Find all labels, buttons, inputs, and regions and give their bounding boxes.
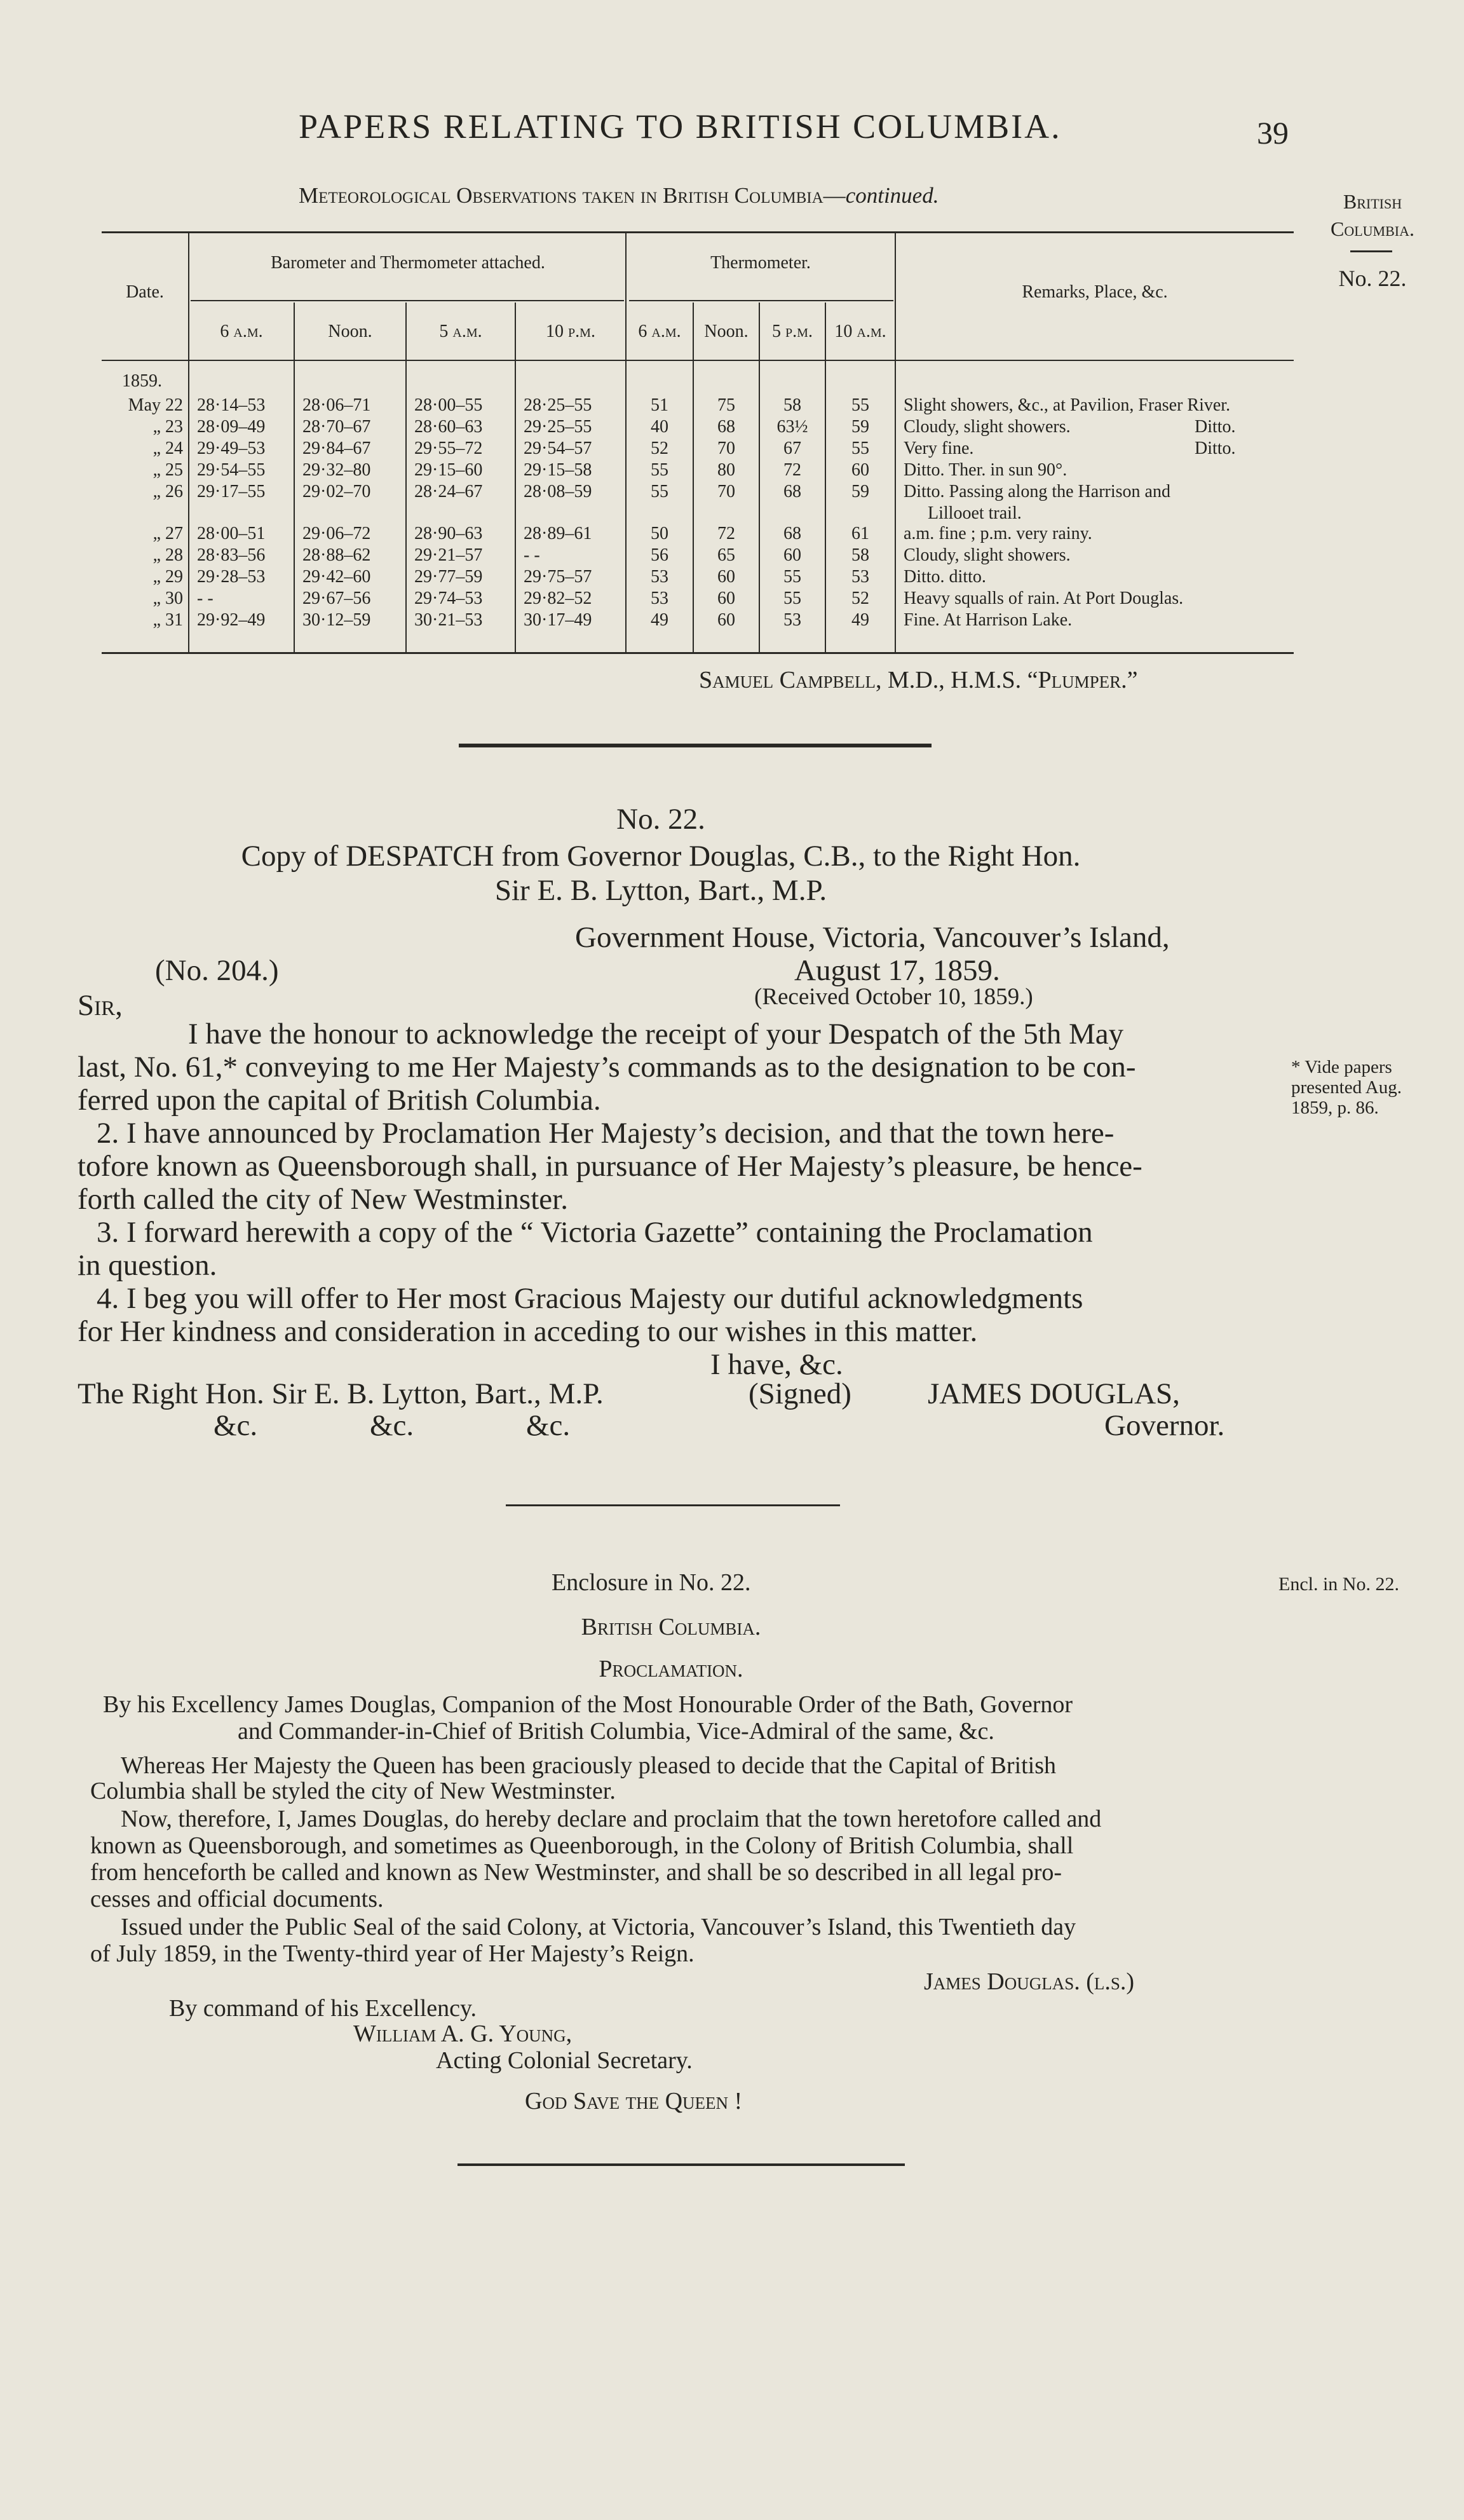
cell-b2: 28·70–67 xyxy=(302,417,371,437)
proclamation-line: Columbia shall be styled the city of New Westminster. xyxy=(90,1778,616,1804)
cell-b4: 28·89–61 xyxy=(524,524,592,543)
cell-b3: 29·77–59 xyxy=(414,567,483,587)
cell-remarks: Slight showers, &c., at Pavilion, Fraser River. xyxy=(904,395,1231,415)
despatch-body-line: in question. xyxy=(78,1249,217,1282)
proclamation-signature: James Douglas. (l.s.) xyxy=(924,1968,1135,1995)
despatch-signed: (Signed) xyxy=(749,1377,851,1410)
despatch-body-line: tofore known as Queensborough shall, in pursuance of Her Majesty’s pleasure, be hence- xyxy=(78,1150,1142,1183)
cell-remarks-continued: Ditto. xyxy=(1195,439,1236,458)
proclamation-by-command: By command of his Excellency. xyxy=(169,1995,477,2022)
despatch-body-line: I have the honour to acknowledge the receipt of your Despatch of the 5th May xyxy=(188,1018,1124,1051)
cell-t2: 60 xyxy=(717,610,735,630)
cell-b1: 29·28–53 xyxy=(197,567,266,587)
table-title xyxy=(299,183,939,208)
page-header: PAPERS RELATING TO BRITISH COLUMBIA. xyxy=(299,107,1062,146)
margin-number: No. 22. xyxy=(1338,266,1407,292)
despatch-body-line: for Her kindness and consideration in acceding to our wishes in this matter. xyxy=(78,1315,978,1348)
page-number: 39 xyxy=(1257,115,1289,151)
despatch-number: No. 22. xyxy=(616,803,705,836)
remarks-column-header: Remarks, Place, &c. xyxy=(1022,282,1168,302)
proclamation-line: By his Excellency James Douglas, Companion of the Most Honourable Order of the Bath, Governor xyxy=(103,1691,1073,1718)
cell-b4: 29·75–57 xyxy=(524,567,592,587)
cell-t3: 53 xyxy=(783,610,801,630)
cell-t4: 61 xyxy=(851,524,869,543)
cell-t3: 55 xyxy=(783,589,801,608)
god-save-the-queen: God Save the Queen ! xyxy=(525,2088,743,2115)
vide-line3: 1859, p. 86. xyxy=(1291,1097,1379,1118)
proclamation-line: of July 1859, in the Twenty-third year of Her Majesty’s Reign. xyxy=(90,1940,695,1967)
cell-b1: 29·92–49 xyxy=(197,610,266,630)
cell-b3: 29·15–60 xyxy=(414,460,483,480)
cell-date: „ 25 xyxy=(152,460,183,480)
cell-remarks-continued: Lillooet trail. xyxy=(928,503,1022,523)
subheader-baro-6am: 6 a.m. xyxy=(220,322,263,341)
cell-t2: 60 xyxy=(717,567,735,587)
despatch-date: August 17, 1859. xyxy=(794,954,1000,987)
cell-t2: 72 xyxy=(717,524,735,543)
barometer-group-rule xyxy=(191,300,624,301)
table-title-text: Meteorological Observations taken in British Columbia— xyxy=(299,183,846,208)
cell-t4: 59 xyxy=(851,417,869,437)
cell-t3: 67 xyxy=(783,439,801,458)
cell-b3: 30·21–53 xyxy=(414,610,483,630)
despatch-body-line: 3. I forward herewith a copy of the “ Victoria Gazette” containing the Proclamation xyxy=(97,1216,1093,1249)
end-rule xyxy=(458,2163,905,2166)
cell-b2: 29·84–67 xyxy=(302,439,371,458)
cell-t1: 49 xyxy=(651,610,668,630)
cell-t4: 49 xyxy=(851,610,869,630)
date-column-header: Date. xyxy=(126,282,164,302)
cell-t4: 60 xyxy=(851,460,869,480)
cell-t2: 65 xyxy=(717,545,735,565)
table-row xyxy=(102,439,1294,460)
proclamation-line: cesses and official documents. xyxy=(90,1886,384,1912)
despatch-body-line: ferred upon the capital of British Columbia. xyxy=(78,1084,601,1117)
despatch-address: Government House, Victoria, Vancouver’s Island, xyxy=(575,921,1170,954)
cell-date: „ 29 xyxy=(152,567,183,587)
cell-b2: 29·02–70 xyxy=(302,482,371,501)
cell-date: „ 27 xyxy=(152,524,183,543)
table-row xyxy=(102,545,1294,567)
table-row xyxy=(102,567,1294,589)
cell-t3: 60 xyxy=(783,545,801,565)
proclamation-line: Issued under the Public Seal of the said Colony, at Victoria, Vancouver’s Island, this Twentieth day xyxy=(121,1914,1076,1940)
cell-t4: 52 xyxy=(851,589,869,608)
cell-t4: 58 xyxy=(851,545,869,565)
cell-t3: 68 xyxy=(783,482,801,501)
cell-b4: - - xyxy=(524,545,540,565)
margin-note-enclosure: Encl. in No. 22. xyxy=(1278,1574,1399,1595)
cell-remarks: a.m. fine ; p.m. very rainy. xyxy=(904,524,1092,543)
cell-b4: 28·25–55 xyxy=(524,395,592,415)
cell-t1: 51 xyxy=(651,395,668,415)
despatch-body-line: 4. I beg you will offer to Her most Gracious Majesty our dutiful acknowledgments xyxy=(97,1282,1083,1315)
table-row xyxy=(102,610,1294,632)
cell-t2: 60 xyxy=(717,589,735,608)
table-row xyxy=(102,524,1294,545)
cell-t4: 55 xyxy=(851,395,869,415)
subheader-ther-noon: Noon. xyxy=(704,322,749,341)
cell-t3: 58 xyxy=(783,395,801,415)
cell-t3: 55 xyxy=(783,567,801,587)
cell-b1: 29·17–55 xyxy=(197,482,266,501)
cell-t3: 72 xyxy=(783,460,801,480)
despatch-signer: JAMES DOUGLAS, xyxy=(928,1377,1180,1410)
vide-line1: * Vide papers xyxy=(1291,1057,1392,1077)
cell-remarks: Ditto. Passing along the Harrison and xyxy=(904,482,1170,501)
cell-b4: 29·15–58 xyxy=(524,460,592,480)
cell-b2: 30·12–59 xyxy=(302,610,371,630)
cell-date: „ 26 xyxy=(152,482,183,501)
table-bottom-rule xyxy=(102,652,1294,654)
cell-date: „ 30 xyxy=(152,589,183,608)
cell-remarks: Ditto. Ther. in sun 90°. xyxy=(904,460,1068,480)
subheader-ther-6am: 6 a.m. xyxy=(638,322,681,341)
header-bottom-rule xyxy=(102,360,1294,361)
margin-divider xyxy=(1350,250,1392,252)
cell-date: „ 23 xyxy=(152,417,183,437)
cell-t1: 53 xyxy=(651,567,668,587)
subheader-baro-10pm: 10 p.m. xyxy=(546,322,595,341)
cell-b3: 28·24–67 xyxy=(414,482,483,501)
thermometer-group-rule xyxy=(629,300,893,301)
meteorological-table xyxy=(102,231,1294,656)
cell-b1: 28·83–56 xyxy=(197,545,266,565)
cell-b2: 29·67–56 xyxy=(302,589,371,608)
cell-b3: 29·74–53 xyxy=(414,589,483,608)
cell-date: „ 28 xyxy=(152,545,183,565)
table-title-continued: continued. xyxy=(845,183,939,208)
cell-b1: 28·14–53 xyxy=(197,395,266,415)
margin-colony-line2: Columbia. xyxy=(1330,217,1414,241)
despatch-reference-number: (No. 204.) xyxy=(155,954,279,987)
cell-b2: 28·06–71 xyxy=(302,395,371,415)
cell-t1: 40 xyxy=(651,417,668,437)
despatch-closing: I have, &c. xyxy=(710,1348,843,1381)
despatch-addressee: The Right Hon. Sir E. B. Lytton, Bart., M.P. xyxy=(78,1377,604,1410)
table-row xyxy=(102,460,1294,482)
subheader-baro-noon: Noon. xyxy=(328,322,372,341)
cell-t2: 68 xyxy=(717,417,735,437)
despatch-received-date: (Received October 10, 1859.) xyxy=(754,984,1033,1010)
cell-t2: 70 xyxy=(717,482,735,501)
table-row xyxy=(102,482,1294,523)
table-row xyxy=(102,589,1294,610)
proclamation-line: and Commander-in-Chief of British Columbia, Vice-Admiral of the same, &c. xyxy=(238,1718,994,1745)
despatch-heading-line2: Sir E. B. Lytton, Bart., M.P. xyxy=(494,874,827,907)
cell-date: „ 31 xyxy=(152,610,183,630)
cell-t1: 53 xyxy=(651,589,668,608)
proclamation-secretary-title: Acting Colonial Secretary. xyxy=(436,2047,693,2074)
cell-b2: 29·32–80 xyxy=(302,460,371,480)
cell-t1: 55 xyxy=(651,460,668,480)
despatch-body-line: forth called the city of New Westminster. xyxy=(78,1183,568,1216)
cell-remarks: Cloudy, slight showers. xyxy=(904,417,1071,437)
proclamation-line: from henceforth be called and known as New Westminster, and shall be so described in all legal pro- xyxy=(90,1859,1062,1886)
cell-b1: 28·00–51 xyxy=(197,524,266,543)
cell-b1: 29·54–55 xyxy=(197,460,266,480)
barometer-group-header: Barometer and Thermometer attached. xyxy=(271,253,545,273)
cell-b3: 28·60–63 xyxy=(414,417,483,437)
cell-t4: 55 xyxy=(851,439,869,458)
despatch-signer-title: Governor. xyxy=(1104,1409,1225,1442)
table-top-rule xyxy=(102,231,1294,233)
cell-b3: 29·21–57 xyxy=(414,545,483,565)
proclamation-secretary-name: William A. G. Young, xyxy=(353,2020,573,2047)
cell-t3: 68 xyxy=(783,524,801,543)
cell-t1: 55 xyxy=(651,482,668,501)
cell-t2: 70 xyxy=(717,439,735,458)
despatch-body-line: last, No. 61,* conveying to me Her Majesty’s commands as to the designation to be con- xyxy=(78,1051,1136,1084)
cell-b4: 29·25–55 xyxy=(524,417,592,437)
cell-b2: 28·88–62 xyxy=(302,545,371,565)
enclosure-colony: British Columbia. xyxy=(581,1614,761,1640)
despatch-etc: &c. xyxy=(370,1409,414,1442)
vide-line2: presented Aug. xyxy=(1291,1077,1402,1098)
observer-signature: Samuel Campbell, M.D., H.M.S. “Plumper.” xyxy=(699,667,1138,693)
proclamation-line: known as Queensborough, and sometimes as Queenborough, in the Colony of British Columbia, shall xyxy=(90,1832,1074,1859)
table-row xyxy=(102,395,1294,417)
cell-b4: 29·82–52 xyxy=(524,589,592,608)
cell-remarks: Very fine. xyxy=(904,439,974,458)
margin-note-vide xyxy=(1291,1058,1402,1119)
despatch-heading-line1: Copy of DESPATCH from Governor Douglas, C.B., to the Right Hon. xyxy=(241,840,1081,873)
cell-b4: 28·08–59 xyxy=(524,482,592,501)
cell-t4: 59 xyxy=(851,482,869,501)
cell-remarks: Cloudy, slight showers. xyxy=(904,545,1071,565)
cell-b3: 29·55–72 xyxy=(414,439,483,458)
cell-remarks-continued: Ditto. xyxy=(1195,417,1236,437)
table-row xyxy=(102,417,1294,439)
cell-b1: 29·49–53 xyxy=(197,439,266,458)
cell-t1: 50 xyxy=(651,524,668,543)
despatch-etc: &c. xyxy=(214,1409,258,1442)
despatch-body-line: 2. I have announced by Proclamation Her Majesty’s decision, and that the town here- xyxy=(97,1117,1115,1150)
margin-colony-line1: British xyxy=(1343,190,1402,213)
cell-remarks: Ditto. ditto. xyxy=(904,567,986,587)
cell-t3: 63½ xyxy=(776,417,808,437)
cell-b1: - - xyxy=(197,589,214,608)
cell-b3: 28·00–55 xyxy=(414,395,483,415)
margin-note-colony xyxy=(1296,188,1449,294)
cell-b1: 28·09–49 xyxy=(197,417,266,437)
proclamation-heading: Proclamation. xyxy=(599,1656,743,1682)
subheader-ther-5pm: 5 p.m. xyxy=(772,322,813,341)
cell-b2: 29·42–60 xyxy=(302,567,371,587)
cell-t2: 80 xyxy=(717,460,735,480)
subheader-ther-10am: 10 a.m. xyxy=(834,322,886,341)
section-divider xyxy=(459,744,932,747)
enclosure-title: Enclosure in No. 22. xyxy=(552,1569,751,1596)
section-divider xyxy=(506,1504,840,1506)
despatch-etc: &c. xyxy=(526,1409,571,1442)
cell-b2: 29·06–72 xyxy=(302,524,371,543)
cell-remarks: Fine. At Harrison Lake. xyxy=(904,610,1073,630)
cell-t4: 53 xyxy=(851,567,869,587)
subheader-baro-5am: 5 a.m. xyxy=(439,322,482,341)
cell-t1: 52 xyxy=(651,439,668,458)
cell-date: May 22 xyxy=(128,395,183,415)
thermometer-group-header: Thermometer. xyxy=(710,253,811,273)
table-year: 1859. xyxy=(122,371,162,391)
proclamation-line: Whereas Her Majesty the Queen has been graciously pleased to decide that the Capital of British xyxy=(121,1752,1056,1779)
cell-b4: 29·54–57 xyxy=(524,439,592,458)
cell-b3: 28·90–63 xyxy=(414,524,483,543)
cell-t1: 56 xyxy=(651,545,668,565)
proclamation-line: Now, therefore, I, James Douglas, do hereby declare and proclaim that the town heretofore called and xyxy=(121,1806,1102,1832)
cell-b4: 30·17–49 xyxy=(524,610,592,630)
cell-remarks: Heavy squalls of rain. At Port Douglas. xyxy=(904,589,1184,608)
despatch-salutation: Sir, xyxy=(78,989,123,1022)
cell-date: „ 24 xyxy=(152,439,183,458)
cell-t2: 75 xyxy=(717,395,735,415)
